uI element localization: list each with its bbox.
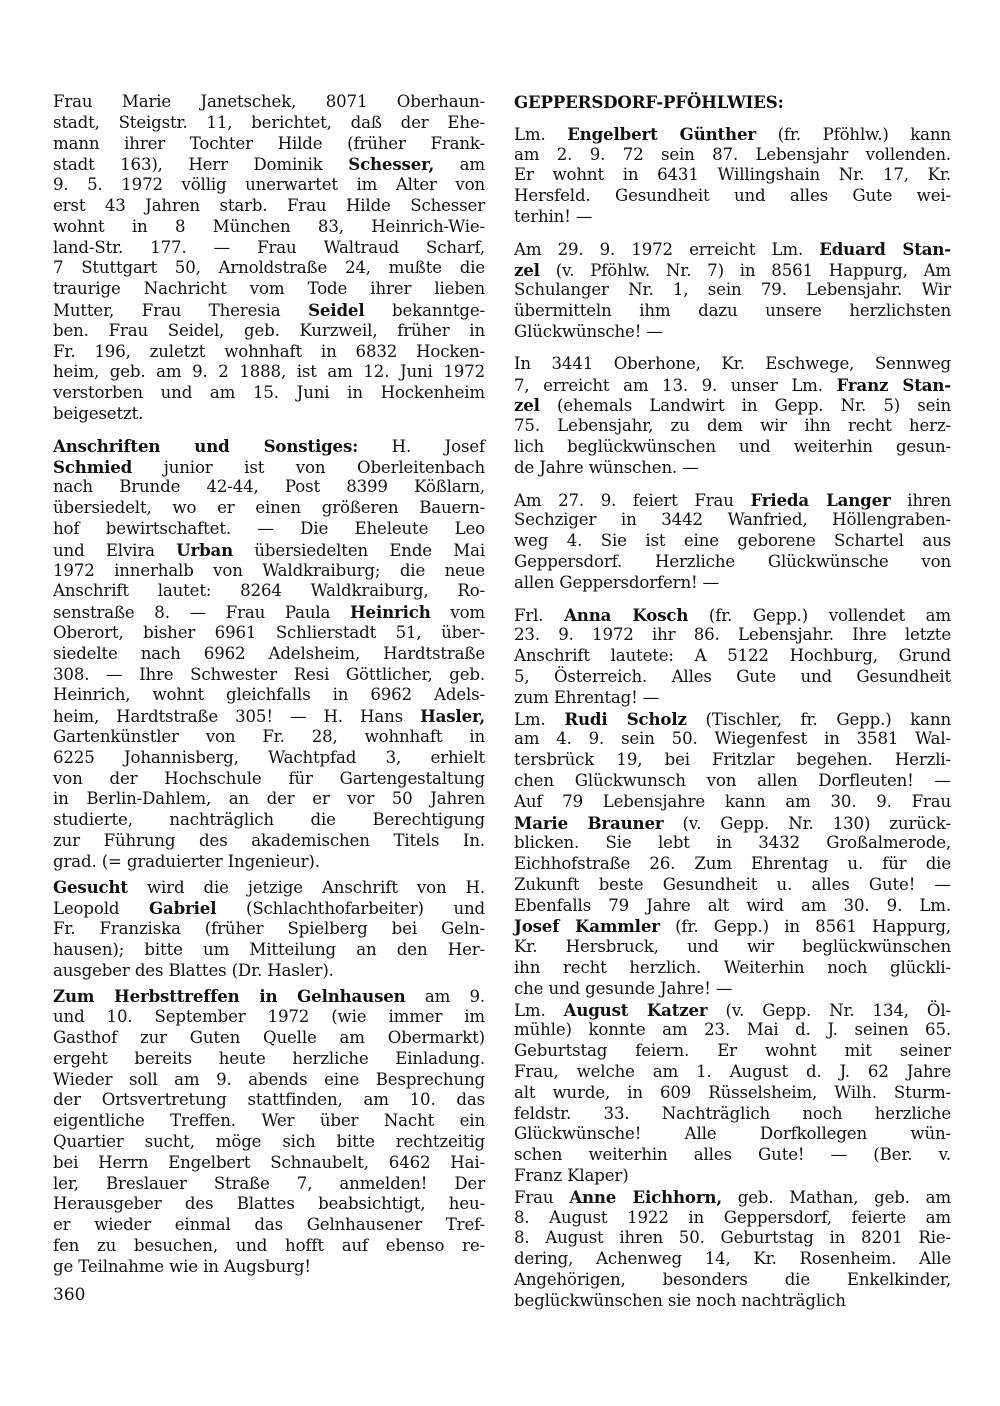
paragraph bbox=[514, 239, 951, 343]
text-run: lich beglückwünschen und weiterhin gesun- bbox=[514, 436, 951, 456]
text-line bbox=[514, 646, 951, 667]
text-run: (v. Pföhlw. Nr. 7) in 8561 Happurg, Am bbox=[539, 260, 951, 280]
text-run: Heinrich, wohnt gleichfalls in 6962 Adels- bbox=[53, 685, 485, 705]
text-run: eigentliche Treffen. Wer über Nacht ein bbox=[53, 1111, 485, 1131]
bold-name: Urban bbox=[176, 539, 234, 560]
text-line bbox=[514, 771, 951, 792]
text-line bbox=[514, 979, 951, 1000]
text-run: ergeht bereits heute herzliche Einladung. bbox=[53, 1048, 485, 1068]
text-line bbox=[514, 1187, 951, 1208]
text-line bbox=[53, 1049, 485, 1070]
paragraph bbox=[514, 1187, 951, 1312]
text-run: der Ortsvertretung stattfinden, am 10. das bbox=[53, 1090, 485, 1110]
text-line bbox=[53, 852, 485, 873]
text-run: 6225 Johannisberg, Wachtpfad 3, erhielt bbox=[53, 747, 485, 767]
text-line bbox=[53, 961, 485, 982]
bold-name: Josef Kammler bbox=[514, 916, 660, 937]
bold-name: Eduard Stan- bbox=[819, 238, 951, 259]
text-line bbox=[53, 362, 485, 383]
text-run: dering, Achenweg 14, Kr. Rosenheim. Alle bbox=[514, 1249, 951, 1269]
text-run: Schulanger Nr. 1, sein 79. Lebensjahr. Wir bbox=[514, 280, 951, 300]
text-line bbox=[514, 1000, 951, 1021]
text-line bbox=[53, 1028, 485, 1049]
text-line bbox=[53, 300, 485, 321]
text-line bbox=[53, 602, 485, 623]
text-run: am 2. 9. 72 sein 87. Lebensjahr vollenden. bbox=[514, 144, 951, 164]
text-line bbox=[514, 792, 951, 813]
text-line bbox=[514, 573, 951, 594]
text-line bbox=[514, 1124, 951, 1145]
text-line bbox=[53, 1194, 485, 1215]
text-line bbox=[53, 561, 485, 582]
text-run: Lm. bbox=[514, 124, 568, 144]
bold-name: Engelbert Günther bbox=[567, 123, 756, 144]
text-run: Auf 79 Lebensjahre kann am 30. 9. Frau bbox=[514, 791, 951, 811]
text-run: Hersfeld. Gesundheit und alles Gute wei- bbox=[514, 186, 951, 206]
bold-name: Franz Stan- bbox=[836, 374, 952, 395]
text-line bbox=[514, 354, 951, 375]
text-run: vom bbox=[430, 603, 486, 623]
text-line bbox=[53, 665, 485, 686]
text-run: Frau Marie Janetschek, 8071 Oberhaun- bbox=[53, 92, 485, 111]
text-run: che und gesunde Jahre! — bbox=[514, 978, 733, 998]
text-run: ihren bbox=[890, 490, 951, 510]
text-line bbox=[514, 813, 951, 834]
left-column bbox=[53, 92, 485, 1289]
text-line bbox=[53, 1174, 485, 1195]
text-line bbox=[514, 1291, 951, 1312]
text-run: senstraße 8. — Frau Paula bbox=[53, 603, 351, 623]
text-line bbox=[53, 810, 485, 831]
paragraph bbox=[53, 436, 485, 873]
bold-name: zel bbox=[514, 395, 540, 416]
text-run: Lm. bbox=[514, 1000, 564, 1020]
text-run: junior ist von Oberleitenbach bbox=[132, 457, 485, 477]
text-line bbox=[514, 207, 951, 228]
text-line bbox=[514, 875, 951, 896]
bold-name: Anne Eichhorn, bbox=[569, 1186, 722, 1207]
text-line bbox=[53, 644, 485, 665]
text-line bbox=[53, 279, 485, 300]
text-line bbox=[53, 134, 485, 155]
text-run: Frl. bbox=[514, 605, 565, 625]
text-run: in Berlin-Dahlem, an der er vor 50 Jahren bbox=[53, 789, 485, 809]
text-line bbox=[514, 1166, 951, 1187]
text-line bbox=[53, 175, 485, 196]
text-line bbox=[514, 1208, 951, 1229]
text-run: Frau bbox=[514, 1187, 570, 1207]
text-run: In 3441 Oberhone, Kr. Eschwege, Sennweg bbox=[514, 353, 951, 373]
text-run: übermitteln ihm dazu unsere herzlichsten bbox=[514, 301, 951, 321]
text-line bbox=[514, 1041, 951, 1062]
text-line bbox=[53, 919, 485, 940]
text-line bbox=[514, 437, 951, 458]
bold-name: GEPPERSDORF-PFÖHLWIES: bbox=[514, 92, 784, 112]
text-line bbox=[514, 625, 951, 646]
text-line bbox=[53, 581, 485, 602]
text-line bbox=[53, 1090, 485, 1111]
text-line bbox=[53, 706, 485, 727]
text-line bbox=[53, 217, 485, 238]
text-line bbox=[514, 239, 951, 260]
text-line bbox=[53, 1215, 485, 1236]
text-line bbox=[514, 552, 951, 573]
text-line bbox=[53, 477, 485, 498]
paragraph bbox=[514, 124, 951, 228]
text-line bbox=[514, 375, 951, 396]
text-line bbox=[514, 667, 951, 688]
text-run: de Jahre wünschen. — bbox=[514, 457, 699, 477]
text-run: stadt, Steigstr. 11, berichtet, daß der Ehe- bbox=[53, 112, 485, 132]
text-line bbox=[514, 510, 951, 531]
text-run: wohnt in 8 München 83, Heinrich-Wie- bbox=[53, 216, 485, 236]
text-run: (Schlachthofarbeiter) und bbox=[216, 899, 485, 919]
text-run: 5, Österreich. Alles Gute und Gesundheit bbox=[514, 666, 951, 686]
text-run: Gasthof zur Guten Quelle am Obermarkt) bbox=[53, 1028, 485, 1048]
text-run: siedelte nach 6962 Adelsheim, Hardtstraße bbox=[53, 643, 485, 663]
text-line bbox=[514, 92, 951, 113]
text-line bbox=[514, 186, 951, 207]
text-line bbox=[53, 831, 485, 852]
text-line bbox=[514, 937, 951, 958]
text-line bbox=[53, 154, 485, 175]
text-line bbox=[53, 1007, 485, 1028]
text-run: land-Str. 177. — Frau Waltraud Scharf, bbox=[53, 237, 485, 257]
text-line bbox=[514, 1083, 951, 1104]
text-run: 75. Lebensjahr, zu dem wir ihn recht herz- bbox=[514, 416, 951, 436]
text-line bbox=[514, 916, 951, 937]
text-run: 7 Stuttgart 50, Arnoldstraße 24, mußte die bbox=[53, 258, 485, 278]
text-line bbox=[514, 833, 951, 854]
text-run: Geburtstag feiern. Er wohnt mit seiner bbox=[514, 1041, 951, 1061]
text-run: Anschrift lautete: A 5122 Hochburg, Grund bbox=[514, 646, 951, 666]
text-run: heim, geb. am 9. 2 1888, ist am 12. Juni 1972 bbox=[53, 362, 485, 382]
text-run: blicken. Sie lebt in 3432 Großalmerode, bbox=[514, 833, 951, 853]
paragraph bbox=[53, 877, 485, 981]
bold-name: Hasler, bbox=[420, 706, 485, 727]
paragraph bbox=[53, 92, 485, 425]
text-line bbox=[53, 383, 485, 404]
text-run: Lm. bbox=[514, 709, 565, 729]
text-run: Kr. Hersbruck, und wir beglückwünschen bbox=[514, 937, 951, 957]
text-line bbox=[53, 727, 485, 748]
bold-name: Gabriel bbox=[148, 898, 217, 919]
bold-name: Seidel bbox=[308, 299, 365, 320]
text-line bbox=[514, 1145, 951, 1166]
text-run: Angehörigen, besonders die Enkelkinder, bbox=[514, 1270, 951, 1290]
text-run: Herausgeber des Blattes beabsichtigt, heu- bbox=[53, 1194, 485, 1214]
text-run: bei Herrn Engelbert Schnaubelt, 6462 Hai- bbox=[53, 1152, 485, 1172]
text-line bbox=[53, 1257, 485, 1278]
page-number: 360 bbox=[53, 1285, 86, 1305]
text-line bbox=[514, 124, 951, 145]
text-line bbox=[514, 1104, 951, 1125]
text-line bbox=[514, 1020, 951, 1041]
text-line bbox=[53, 789, 485, 810]
right-column bbox=[514, 92, 951, 1323]
text-run: Geppersdorf. Herzliche Glückwünsche von bbox=[514, 551, 951, 571]
text-run: Zukunft beste Gesundheit u. alles Gute! — bbox=[514, 874, 951, 894]
text-line bbox=[514, 605, 951, 626]
text-line bbox=[514, 896, 951, 917]
text-run: 8. August 1922 in Geppersdorf, feierte am bbox=[514, 1207, 951, 1227]
text-run: Glückwünsche! — bbox=[514, 321, 663, 341]
text-line bbox=[514, 709, 951, 730]
text-run: Gartenkünstler von Fr. 28, wohnhaft in bbox=[53, 726, 485, 746]
text-run: Eichhofstraße 26. Zum Ehrentag u. für die bbox=[514, 854, 951, 874]
text-run: Am 29. 9. 1972 erreicht Lm. bbox=[514, 239, 820, 259]
text-line bbox=[53, 238, 485, 259]
text-line bbox=[53, 940, 485, 961]
text-run: zum Ehrentag! — bbox=[514, 687, 660, 707]
text-run: (ehemals Landwirt in Gepp. Nr. 5) sein bbox=[539, 396, 951, 416]
text-run: 308. — Ihre Schwester Resi Göttlicher, geb. bbox=[53, 664, 485, 684]
text-run: heim, Hardtstraße 305! — H. Hans bbox=[53, 707, 421, 727]
text-line bbox=[53, 457, 485, 478]
text-run: stadt 163), Herr Dominik bbox=[53, 155, 349, 175]
text-line bbox=[53, 1236, 485, 1257]
text-run: Sechziger in 3442 Wanfried, Höllengraben- bbox=[514, 510, 951, 530]
text-run: Am 27. 9. feiert Frau bbox=[514, 490, 751, 510]
paragraph bbox=[514, 605, 951, 709]
text-run: terhin! — bbox=[514, 206, 593, 226]
text-line bbox=[53, 1070, 485, 1091]
text-line bbox=[53, 877, 485, 898]
text-line bbox=[514, 729, 951, 750]
paragraph bbox=[514, 92, 951, 113]
bold-name: Marie Brauner bbox=[514, 812, 664, 833]
text-line bbox=[514, 750, 951, 771]
text-line bbox=[514, 395, 951, 416]
text-run: 9. 5. 1972 völlig unerwartet im Alter von bbox=[53, 175, 485, 195]
text-run: Leopold bbox=[53, 899, 149, 919]
text-run: am bbox=[434, 155, 485, 175]
text-run: am 4. 9. sein 50. Wiegenfest in 3581 Wal- bbox=[514, 729, 951, 749]
text-run: Fr. Franziska (früher Spielberg bei Geln- bbox=[53, 919, 485, 939]
text-run: verstorben und am 15. Juni in Hockenheim bbox=[53, 383, 485, 403]
text-run: (fr. Gepp.) in 8561 Happurg, bbox=[659, 917, 951, 937]
text-run: hof bewirtschaftet. — Die Eheleute Leo bbox=[53, 518, 485, 538]
text-run: Glückwünsche! Alle Dorfkollegen wün- bbox=[514, 1124, 951, 1144]
text-run: Frau, welche am 1. August d. J. 62 Jahre bbox=[514, 1062, 951, 1082]
text-run: Mutter, Frau Theresia bbox=[53, 300, 309, 320]
text-run: 23. 9. 1972 ihr 86. Lebensjahr. Ihre letzte bbox=[514, 625, 951, 645]
text-run: allen Geppersdorfern! — bbox=[514, 572, 720, 592]
text-run: geb. Mathan, geb. am bbox=[721, 1187, 951, 1207]
text-run: (v. Gepp. Nr. 130) zurück- bbox=[663, 813, 951, 833]
text-run: Anschrift lautet: 8264 Waldkraiburg, Ro- bbox=[53, 581, 485, 601]
text-line bbox=[53, 404, 485, 425]
text-run: wird die jetzige Anschrift von H. bbox=[127, 878, 485, 898]
paragraph bbox=[53, 986, 485, 1277]
text-run: ihn recht herzlich. Weiterhin noch glückli- bbox=[514, 958, 951, 978]
text-run: studierte, nachträglich die Berechtigung bbox=[53, 810, 485, 830]
text-run: feldstr. 33. Nachträglich noch herzliche bbox=[514, 1103, 951, 1123]
text-line bbox=[514, 322, 951, 343]
text-line bbox=[514, 490, 951, 511]
text-run: (fr. Pföhlw.) kann bbox=[755, 124, 951, 144]
text-run: ge Teilnahme wie in Augsburg! bbox=[53, 1256, 311, 1276]
text-run: mühle) konnte am 23. Mai d. J. seinen 65. bbox=[514, 1020, 951, 1040]
text-line bbox=[53, 436, 485, 457]
text-line bbox=[514, 165, 951, 186]
text-line bbox=[514, 301, 951, 322]
bold-name: Schesser, bbox=[348, 154, 435, 175]
text-line bbox=[53, 748, 485, 769]
text-run: Oberort, bisher 6961 Schlierstadt 51, über- bbox=[53, 622, 485, 642]
text-line bbox=[514, 1228, 951, 1249]
text-line bbox=[514, 280, 951, 301]
text-run: ben. Frau Seidel, geb. Kurzweil, früher in bbox=[53, 320, 485, 340]
text-line bbox=[514, 531, 951, 552]
text-run: am 9. bbox=[405, 987, 485, 1007]
text-run: ausgeber des Blattes (Dr. Hasler). bbox=[53, 960, 334, 980]
text-line bbox=[514, 416, 951, 437]
text-line bbox=[514, 958, 951, 979]
text-line bbox=[53, 113, 485, 134]
paragraph bbox=[514, 490, 951, 594]
text-run: mann ihrer Tochter Hilde (früher Frank- bbox=[53, 133, 485, 153]
text-run: traurige Nachricht vom Tode ihrer lieben bbox=[53, 279, 485, 299]
text-line bbox=[53, 258, 485, 279]
bold-name: zel bbox=[514, 259, 540, 280]
text-line bbox=[53, 1153, 485, 1174]
text-run: (fr. Gepp.) vollendet am bbox=[688, 605, 951, 625]
text-line bbox=[53, 342, 485, 363]
text-run: weg 4. Sie ist eine geborene Schartel aus bbox=[514, 531, 951, 551]
text-line bbox=[53, 196, 485, 217]
text-run: er wieder einmal das Gelnhausener Tref- bbox=[53, 1215, 485, 1235]
text-run: alt wurde, in 609 Rüsselsheim, Wilh. Sturm- bbox=[514, 1082, 951, 1102]
bold-name: Anna Kosch bbox=[564, 604, 689, 625]
text-line bbox=[53, 1132, 485, 1153]
text-run: ler, Breslauer Straße 7, anmelden! Der bbox=[53, 1173, 485, 1193]
text-line bbox=[514, 1249, 951, 1270]
text-line bbox=[514, 145, 951, 166]
text-run: 1972 innerhalb von Waldkraiburg; die neue bbox=[53, 560, 485, 580]
text-run: (Tischler, fr. Gepp.) kann bbox=[686, 709, 951, 729]
bold-name: Gesucht bbox=[53, 877, 128, 898]
text-run: zur Führung des akademischen Titels In. bbox=[53, 830, 485, 850]
text-line bbox=[53, 498, 485, 519]
bold-name: Rudi Scholz bbox=[564, 708, 687, 729]
text-line bbox=[514, 688, 951, 709]
bold-name: Frieda Langer bbox=[750, 489, 891, 510]
text-run: nach Brunde 42-44, Post 8399 Kößlarn, bbox=[53, 477, 485, 497]
text-line bbox=[53, 519, 485, 540]
text-run: Fr. 196, zuletzt wohnhaft in 6832 Hocken- bbox=[53, 341, 485, 361]
text-run: und Elvira bbox=[53, 540, 177, 560]
text-line bbox=[53, 321, 485, 342]
text-run: chen Glückwunsch von allen Dorfleuten! — bbox=[514, 770, 951, 790]
text-line bbox=[53, 623, 485, 644]
text-run: H. Josef bbox=[358, 436, 485, 456]
text-run: und 10. September 1972 (wie immer im bbox=[53, 1007, 485, 1027]
text-line bbox=[53, 540, 485, 561]
text-run: tersbrück 19, bei Fritzlar begehen. Herzli- bbox=[514, 750, 951, 770]
text-run: übersiedelten Ende Mai bbox=[233, 540, 486, 560]
text-run: erst 43 Jahren starb. Frau Hilde Schesser bbox=[53, 195, 485, 215]
text-line bbox=[53, 92, 485, 113]
text-line bbox=[514, 1270, 951, 1291]
text-run: Ebenfalls 79 Jahre alt wird am 30. 9. Lm. bbox=[514, 895, 951, 915]
bold-name: Schmied bbox=[53, 456, 133, 477]
bold-name: August Katzer bbox=[563, 999, 708, 1020]
paragraph bbox=[514, 1000, 951, 1187]
text-run: beigesetzt. bbox=[53, 403, 144, 423]
text-line bbox=[514, 260, 951, 281]
bold-name: Heinrich bbox=[350, 602, 431, 623]
text-run: Wieder soll am 9. abends eine Besprechung bbox=[53, 1069, 485, 1089]
text-line bbox=[53, 685, 485, 706]
text-run: von der Hochschule für Gartengestaltung bbox=[53, 768, 485, 788]
bold-name: Anschriften und Sonstiges: bbox=[53, 435, 359, 456]
text-run: Franz Klaper) bbox=[514, 1166, 629, 1186]
paragraph bbox=[514, 354, 951, 479]
text-run: schen weiterhin alles Gute! — (Ber. v. bbox=[514, 1145, 951, 1165]
text-line bbox=[514, 1062, 951, 1083]
text-line bbox=[514, 854, 951, 875]
text-run: (v. Gepp. Nr. 134, Öl- bbox=[707, 1000, 951, 1020]
text-line bbox=[53, 1111, 485, 1132]
bold-name: Zum Herbsttreffen in Gelnhausen bbox=[53, 986, 406, 1007]
text-line bbox=[53, 986, 485, 1007]
text-run: 8. August ihren 50. Geburtstag in 8201 Rie- bbox=[514, 1228, 951, 1248]
text-run: Er wohnt in 6431 Willingshain Nr. 17, Kr. bbox=[514, 165, 951, 185]
text-run: beglückwünschen sie noch nachträglich bbox=[514, 1290, 846, 1310]
text-run: grad. (= graduierter Ingenieur). bbox=[53, 851, 320, 871]
text-run: hausen); bitte um Mitteilung an den Her- bbox=[53, 939, 485, 959]
text-run: bekanntge- bbox=[364, 300, 486, 320]
text-line bbox=[53, 898, 485, 919]
text-run: übersiedelt, wo er einen größeren Bauern- bbox=[53, 498, 485, 518]
paragraph bbox=[514, 709, 951, 1000]
text-run: Quartier sucht, möge sich bitte rechtzeitig bbox=[53, 1132, 485, 1152]
text-run: fen zu besuchen, und hofft auf ebenso re- bbox=[53, 1236, 485, 1256]
text-line bbox=[53, 769, 485, 790]
text-line bbox=[514, 458, 951, 479]
text-run: 7, erreicht am 13. 9. unser Lm. bbox=[514, 375, 837, 395]
